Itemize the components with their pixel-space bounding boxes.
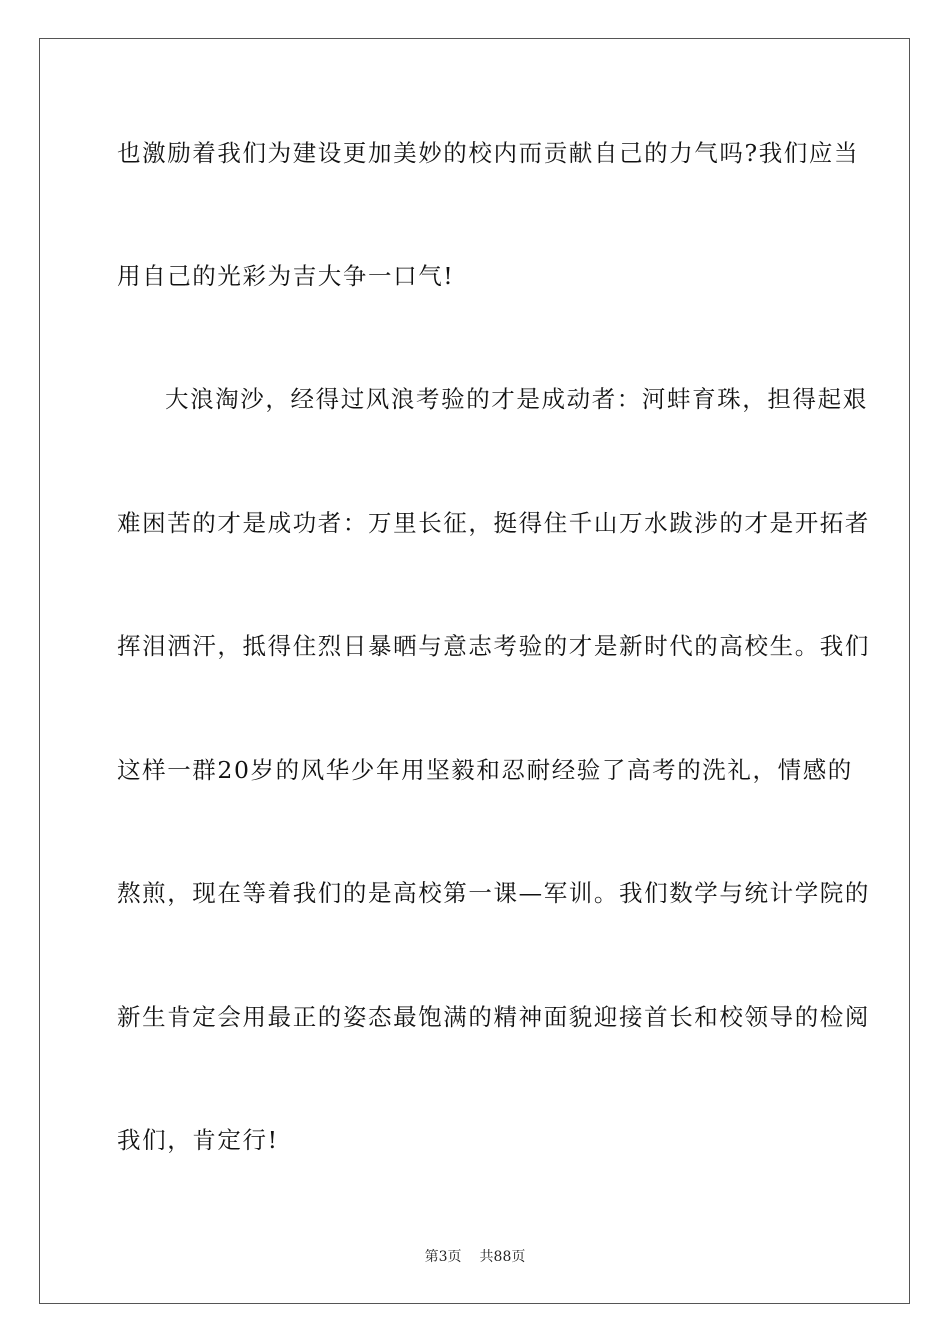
page-frame bbox=[39, 38, 910, 1304]
paragraph-line: 我们，肯定行! bbox=[117, 1126, 279, 1154]
page-number: 第3页 bbox=[424, 1249, 462, 1265]
paragraph-line: 难困苦的才是成功者：万里长征，挺得住千山万水跋涉的才是开拓者 bbox=[117, 509, 870, 537]
paragraph-line: 也激励着我们为建设更加美妙的校内而贡献自己的力气吗?我们应当 bbox=[117, 139, 860, 167]
page-footer bbox=[0, 1247, 950, 1267]
paragraph-line: 用自己的光彩为吉大争一口气! bbox=[117, 262, 455, 290]
paragraph-line: 这样一群20岁的风华少年用坚毅和忍耐经验了高考的洗礼，情感的 bbox=[117, 756, 853, 784]
paragraph-line: 大浪淘沙，经得过风浪考验的才是成动者：河蚌育珠，担得起艰 bbox=[165, 385, 868, 413]
paragraph-line: 熬煎，现在等着我们的是高校第一课—军训。我们数学与统计学院的 bbox=[117, 879, 870, 907]
paragraph-line: 新生肯定会用最正的姿态最饱满的精神面貌迎接首长和校领导的检阅 bbox=[117, 1003, 870, 1031]
page-total: 共88页 bbox=[479, 1249, 526, 1265]
paragraph-line: 挥泪洒汗，抵得住烈日暴晒与意志考验的才是新时代的高校生。我们 bbox=[117, 632, 870, 660]
